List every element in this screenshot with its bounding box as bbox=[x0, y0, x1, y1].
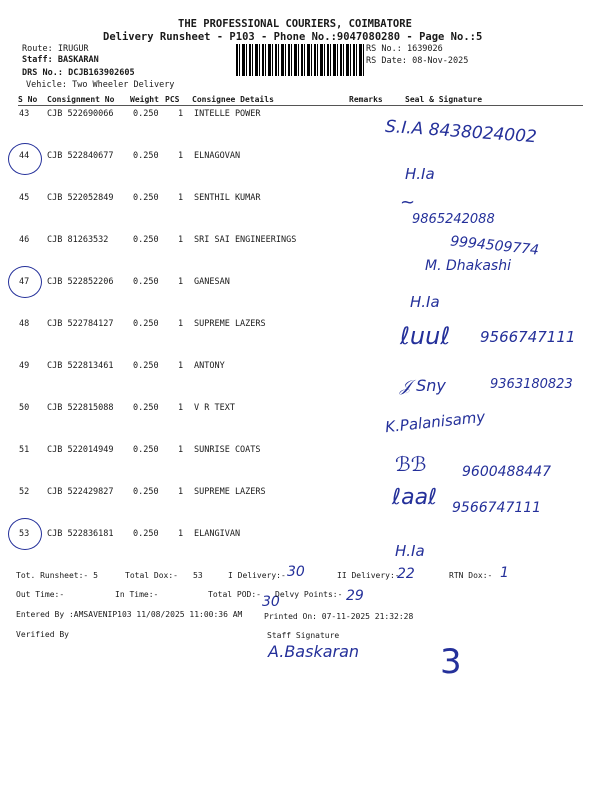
handwritten-remark: M. Dhakashi bbox=[425, 258, 511, 274]
handwritten-remark: K.Palanisamy bbox=[384, 407, 487, 437]
scribble-mark: 𝒥 Sny bbox=[400, 376, 446, 395]
cell-sno: 50 bbox=[19, 403, 30, 413]
cell-consignee: ELANGIVAN bbox=[194, 529, 241, 539]
cell-consignment-no: CJB 522429827 bbox=[47, 487, 114, 497]
i-delivery-value: 30 bbox=[287, 564, 305, 580]
cell-pcs: 1 bbox=[178, 109, 184, 119]
out-time-label: Out Time:- bbox=[16, 590, 65, 599]
cell-weight: 0.250 bbox=[133, 235, 159, 245]
cell-consignee: SUNRISE COATS bbox=[194, 445, 261, 455]
vehicle-line bbox=[26, 80, 174, 90]
cell-sno: 46 bbox=[19, 235, 30, 245]
cell-pcs: 1 bbox=[178, 235, 184, 245]
printed-on: Printed On: 07-11-2025 21:32:28 bbox=[264, 612, 414, 621]
cell-consignee: ELNAGOVAN bbox=[194, 151, 241, 161]
cell-sno: 45 bbox=[19, 193, 30, 203]
handwritten-remark: 9363180823 bbox=[490, 377, 573, 392]
cell-consignment-no: CJB 522840677 bbox=[47, 151, 114, 161]
cell-consignee: SRI SAI ENGINEERINGS bbox=[194, 235, 297, 245]
handwritten-remark: H.Ia bbox=[410, 293, 440, 311]
rs-no-label: RS No.: bbox=[366, 44, 402, 54]
cell-consignment-no: CJB 522052849 bbox=[47, 193, 114, 203]
staff-signature: A.Baskaran bbox=[268, 642, 360, 661]
cell-consignee: INTELLE POWER bbox=[194, 109, 261, 119]
rs-no-value: 1639026 bbox=[406, 44, 443, 54]
staff-label: Staff: bbox=[22, 55, 53, 65]
cell-sno: 49 bbox=[19, 361, 30, 371]
cell-weight: 0.250 bbox=[133, 319, 159, 329]
header-divider bbox=[18, 105, 583, 106]
circle-mark bbox=[8, 143, 42, 175]
cell-pcs: 1 bbox=[178, 193, 184, 203]
handwritten-remark: 9865242088 bbox=[412, 212, 495, 227]
cell-weight: 0.250 bbox=[133, 529, 159, 539]
col-pcs: PCS bbox=[165, 95, 180, 104]
scribble-mark: ℓaaℓ bbox=[392, 485, 438, 510]
handwritten-remark: 9994509774 bbox=[449, 233, 540, 259]
route-line bbox=[22, 44, 89, 54]
handwritten-remark: S.I.A 8438024002 bbox=[384, 116, 538, 148]
cell-sno: 48 bbox=[19, 319, 30, 329]
rs-date-label: RS Date: bbox=[366, 56, 407, 66]
total-pod-label: Total POD:- bbox=[208, 590, 261, 599]
handwritten-remark: 9566747111 bbox=[480, 328, 576, 346]
cell-weight: 0.250 bbox=[133, 445, 159, 455]
cell-consignment-no: CJB 522815088 bbox=[47, 403, 114, 413]
cell-consignment-no: CJB 522690066 bbox=[47, 109, 114, 119]
handwritten-remark: 9566747111 bbox=[452, 500, 542, 516]
rtn-dox-label: RTN Dox:- bbox=[449, 571, 493, 580]
staff-line bbox=[22, 55, 99, 65]
col-sno: S No bbox=[18, 95, 38, 104]
cell-consignee: SUPREME LAZERS bbox=[194, 319, 266, 329]
page-mark: 3 bbox=[440, 642, 462, 682]
drs-label: DRS No.: bbox=[22, 68, 63, 78]
cell-pcs: 1 bbox=[178, 403, 184, 413]
vehicle-value: Two Wheeler Delivery bbox=[72, 80, 175, 90]
handwritten-remark: H.Ia bbox=[405, 165, 435, 183]
cell-weight: 0.250 bbox=[133, 487, 159, 497]
scribble-mark: ℬℬ bbox=[395, 452, 427, 476]
cell-consignment-no: CJB 522836181 bbox=[47, 529, 114, 539]
cell-sno: 43 bbox=[19, 109, 30, 119]
circle-mark bbox=[8, 266, 42, 298]
cell-pcs: 1 bbox=[178, 361, 184, 371]
col-consignment: Consignment No bbox=[47, 95, 115, 104]
col-seal-signature: Seal & Signature bbox=[405, 95, 483, 104]
cell-consignee: ANTONY bbox=[194, 361, 225, 371]
tot-runsheet: Tot. Runsheet:- 5 bbox=[16, 571, 98, 580]
delvy-points-value: 29 bbox=[346, 588, 364, 604]
drs-line bbox=[22, 68, 135, 78]
cell-weight: 0.250 bbox=[133, 151, 159, 161]
staff-signature-label: Staff Signature bbox=[267, 631, 340, 640]
cell-consignee: SENTHIL KUMAR bbox=[194, 193, 261, 203]
cell-weight: 0.250 bbox=[133, 403, 159, 413]
cell-consignment-no: CJB 522852206 bbox=[47, 277, 114, 287]
cell-weight: 0.250 bbox=[133, 361, 159, 371]
drs-value: DCJB163902605 bbox=[68, 68, 135, 78]
cell-pcs: 1 bbox=[178, 277, 184, 287]
ii-delivery-value: 22 bbox=[397, 566, 415, 582]
cell-pcs: 1 bbox=[178, 445, 184, 455]
cell-sno: 51 bbox=[19, 445, 30, 455]
col-consignee: Consignee Details bbox=[192, 95, 274, 104]
cell-pcs: 1 bbox=[178, 487, 184, 497]
barcode bbox=[236, 44, 364, 76]
in-time-label: In Time:- bbox=[115, 590, 159, 599]
runsheet-subtitle: Delivery Runsheet - P103 - Phone No.:9047080280 - Page No.:5 bbox=[103, 31, 483, 43]
delvy-points-label: Delvy Points:- bbox=[275, 590, 343, 599]
entered-by: Entered By :AMSAVENIP103 11/08/2025 11:00:36 AM bbox=[16, 610, 243, 619]
cell-consignment-no: CJB 81263532 bbox=[47, 235, 109, 245]
cell-sno: 44 bbox=[19, 151, 30, 161]
cell-weight: 0.250 bbox=[133, 193, 159, 203]
cell-consignment-no: CJB 522813461 bbox=[47, 361, 114, 371]
rs-date-line bbox=[366, 56, 468, 66]
cell-weight: 0.250 bbox=[133, 109, 159, 119]
verified-by: Verified By bbox=[16, 630, 69, 639]
scribble-mark: ℓuuℓ bbox=[400, 322, 451, 350]
cell-consignment-no: CJB 522784127 bbox=[47, 319, 114, 329]
rs-date-value: 08-Nov-2025 bbox=[412, 56, 469, 66]
cell-sno: 53 bbox=[19, 529, 30, 539]
rs-no-line bbox=[366, 44, 443, 54]
total-pod-value: 30 bbox=[262, 594, 280, 610]
total-dox-label: Total Dox:- bbox=[125, 571, 178, 580]
ii-delivery-label: II Delivery:- bbox=[337, 571, 400, 580]
cell-consignee: SUPREME LAZERS bbox=[194, 487, 266, 497]
cell-sno: 52 bbox=[19, 487, 30, 497]
col-remarks: Remarks bbox=[349, 95, 383, 104]
circle-mark bbox=[8, 518, 42, 550]
cell-pcs: 1 bbox=[178, 529, 184, 539]
total-dox-value: 53 bbox=[193, 571, 203, 580]
cell-pcs: 1 bbox=[178, 151, 184, 161]
handwritten-remark: H.Ia bbox=[395, 542, 425, 560]
cell-consignment-no: CJB 522014949 bbox=[47, 445, 114, 455]
company-name: THE PROFESSIONAL COURIERS, COIMBATORE bbox=[178, 18, 412, 30]
vehicle-label: Vehicle: bbox=[26, 80, 67, 90]
cell-pcs: 1 bbox=[178, 319, 184, 329]
route-label: Route: bbox=[22, 44, 53, 54]
cell-weight: 0.250 bbox=[133, 277, 159, 287]
i-delivery-label: I Delivery:- bbox=[228, 571, 286, 580]
handwritten-remark: 9600488447 bbox=[462, 464, 552, 480]
scribble-mark: ~ bbox=[400, 192, 416, 213]
cell-sno: 47 bbox=[19, 277, 30, 287]
cell-consignee: V R TEXT bbox=[194, 403, 235, 413]
col-weight: Weight bbox=[130, 95, 159, 104]
cell-consignee: GANESAN bbox=[194, 277, 230, 287]
route-value: IRUGUR bbox=[57, 44, 89, 54]
staff-value: BASKARAN bbox=[57, 55, 99, 65]
rtn-dox-value: 1 bbox=[500, 565, 509, 581]
